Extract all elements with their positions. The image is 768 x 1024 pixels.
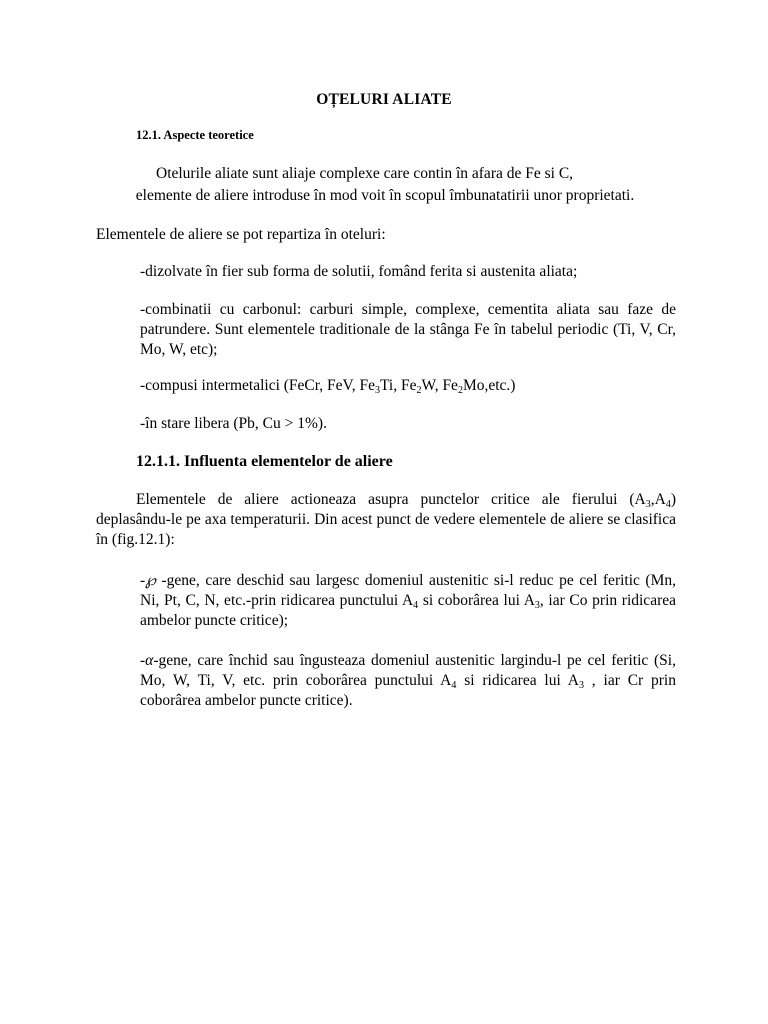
intermetallic-text-2: Ti, Fe xyxy=(380,377,417,394)
repartition-intro: Elementele de aliere se pot repartiza în oteluri: xyxy=(96,226,386,243)
intro-line-1: Otelurile aliate sunt aliaje complexe care contin în afara de Fe si C, xyxy=(156,165,574,182)
alpha-symbol: α xyxy=(145,652,154,669)
list-item-combinations: -combinatii cu carbonul: carburi simple, complexe, cementita aliata sau faze de patrundere. Sunt elementele traditionale de la stânga Fe în tabelul periodic (Ti, V, Cr, Mo, W, etc); xyxy=(140,301,676,358)
gamma-dash: - xyxy=(140,572,146,589)
intermetallic-sub-3: 2 xyxy=(457,385,463,396)
subsection-heading: 12.1.1. Influenta elementelor de aliere xyxy=(136,453,393,470)
gamma-sub-1: 4 xyxy=(413,600,419,611)
intermetallic-text-4: Mo,etc.) xyxy=(462,377,516,394)
influence-text-2: ,A xyxy=(650,491,666,508)
gamma-symbol: ℘ xyxy=(145,572,156,589)
list-item-dissolved: -dizolvate în fier sub forma de solutii, fomând ferita si austenita aliata; xyxy=(140,263,578,280)
gamma-text-1: -gene, care deschid sau largesc domeniul austenitic si-l reduc pe cel feritic (Mn, Ni, Pt, C, N, etc.-prin ridicarea punctului A xyxy=(140,572,676,609)
influence-text-1: Elementele de aliere actioneaza asupra punctelor critice ale fierului (A xyxy=(136,491,646,508)
gamma-text-2: si coborârea lui A xyxy=(418,592,535,609)
intermetallic-text-3: W, Fe xyxy=(421,377,458,394)
alpha-sub-2: 3 xyxy=(578,680,584,691)
intro-line-2: elemente de aliere introduse în mod voit în scopul îmbunatatirii unor proprietati. xyxy=(135,187,635,204)
intermetallic-text-1: -compusi intermetalici (FeCr, FeV, Fe xyxy=(140,377,375,394)
intro-paragraph xyxy=(96,163,674,207)
intermetallic-sub-1: 3 xyxy=(375,385,380,396)
influence-sub-2: 4 xyxy=(665,499,671,510)
intermetallic-sub-2: 2 xyxy=(416,385,422,396)
gamma-gene-item xyxy=(140,571,676,631)
alpha-text-3: , iar Cr prin coborârea ambelor puncte critice). xyxy=(140,672,676,709)
alpha-text-1: -gene, care închid sau îngusteaza domeniul austenitic largindu-l pe cel feritic (Si, Mo, W, Ti, V, etc. prin coborârea punctului A xyxy=(140,652,676,689)
gamma-sub-2: 3 xyxy=(534,600,540,611)
section-number: 12.1. Aspecte teoretice xyxy=(136,128,254,142)
list-item-free-state: -în stare libera (Pb, Cu > 1%). xyxy=(140,415,327,432)
influence-paragraph xyxy=(96,490,676,550)
influence-sub-1: 3 xyxy=(645,499,651,510)
alpha-sub-1: 4 xyxy=(451,680,457,691)
alpha-text-2: si ridicarea lui A xyxy=(456,672,579,689)
list-item-intermetallic xyxy=(140,376,676,396)
alpha-dash: - xyxy=(140,652,146,669)
gamma-text-3: , iar Co prin ridicarea ambelor puncte critice); xyxy=(140,592,676,629)
alpha-gene-item xyxy=(140,651,676,711)
influence-text-3: ) deplasându-le pe axa temperaturii. Din acest punct de vedere elementele de aliere se clasifica în (fig.12.1): xyxy=(96,491,676,548)
document-title: OȚELURI ALIATE xyxy=(316,91,452,108)
